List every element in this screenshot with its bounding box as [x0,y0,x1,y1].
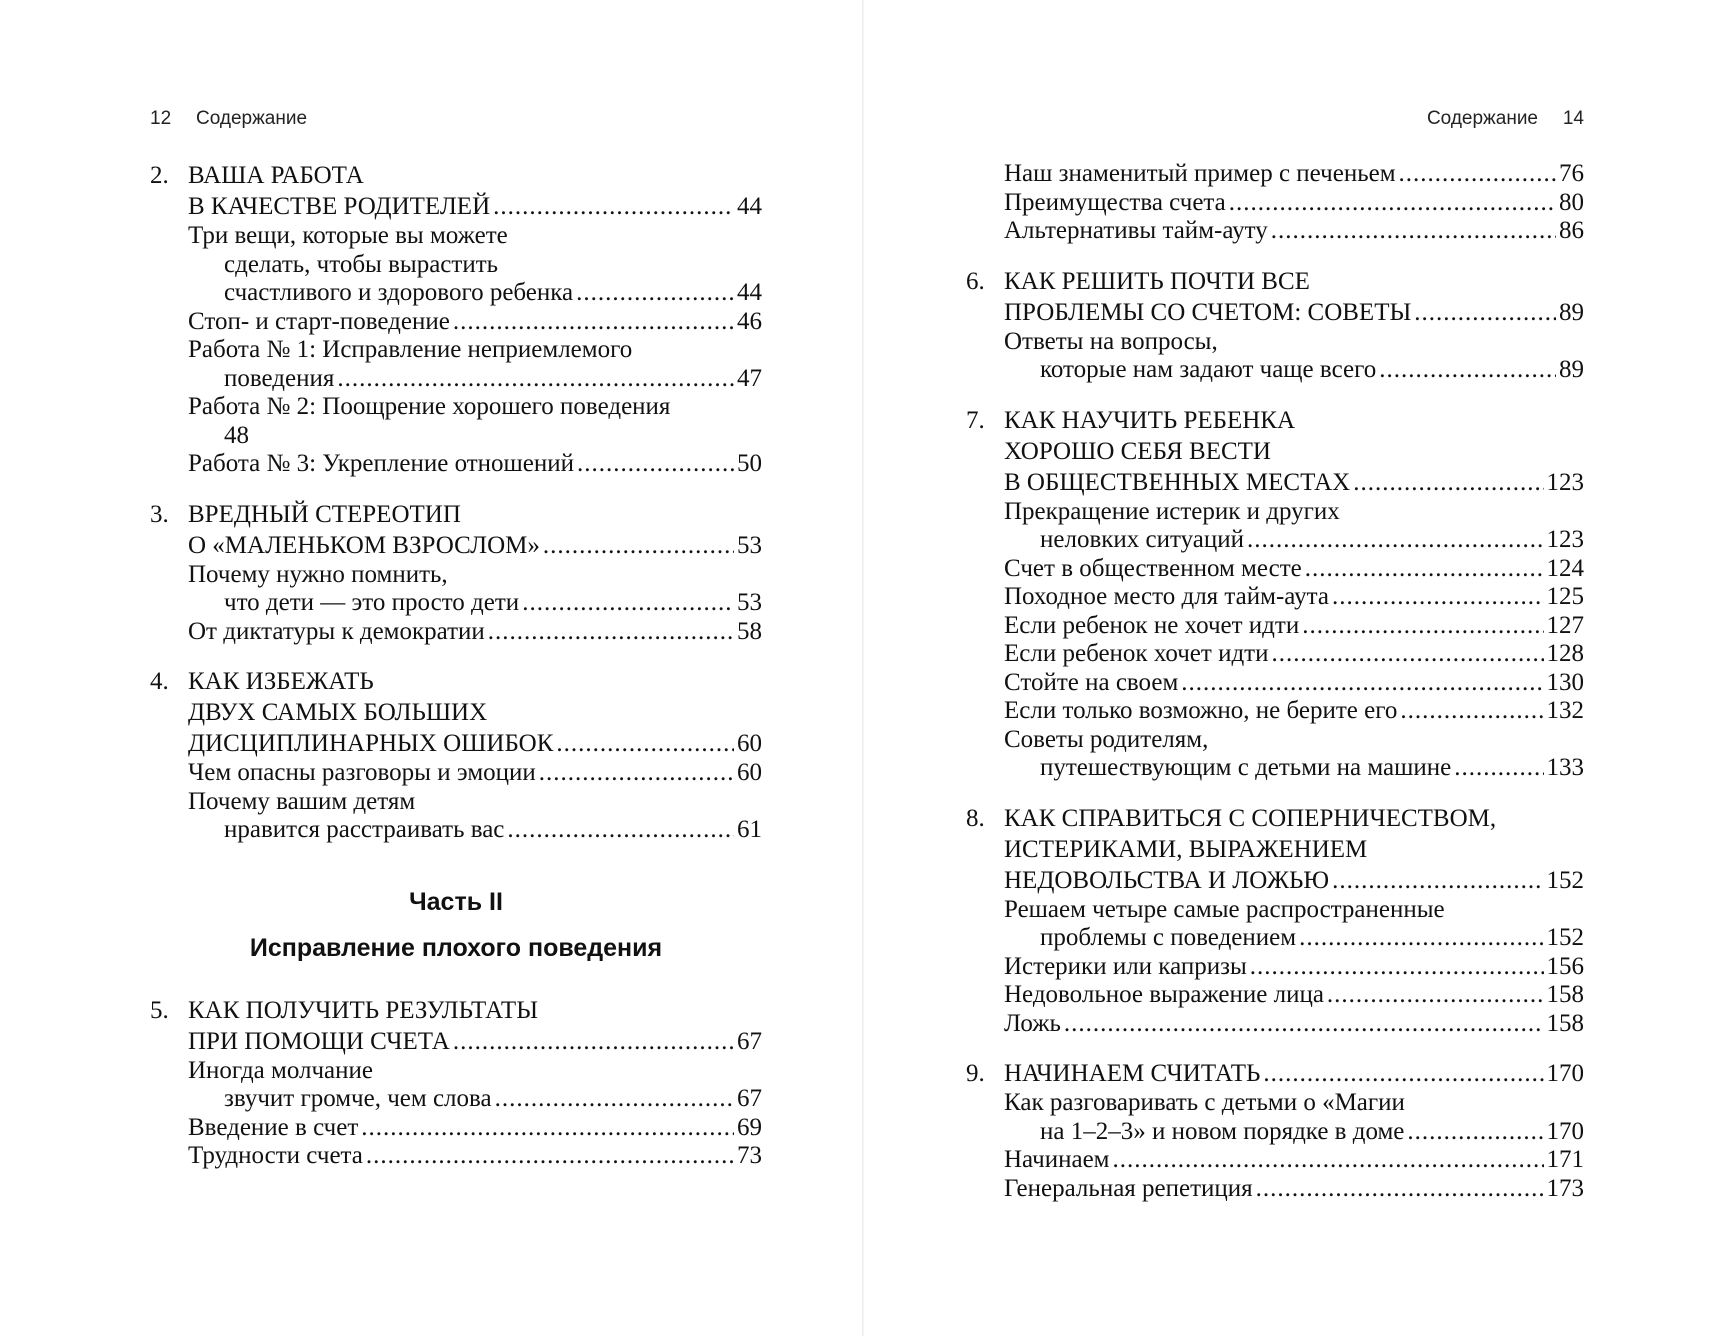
chapter-title-line [150,666,762,697]
chapter-title-line [966,803,1584,834]
page-ref: 46 [737,307,762,335]
page-ref: 124 [1546,554,1584,582]
page-ref: 76 [1559,160,1584,187]
left-page [150,0,762,1336]
dot-leader [539,759,734,788]
chapter-title-line [150,995,762,1026]
dot-leader [1256,1175,1544,1204]
dot-leader [495,1085,734,1114]
toc-entry-line [150,422,762,451]
toc-entry-line [150,759,762,788]
toc-entry-line [150,450,762,479]
dot-leader [453,1026,734,1057]
toc-entry-line [966,1010,1584,1039]
chapter-title-line [966,405,1584,436]
page-ref: 132 [1546,697,1584,724]
dot-leader [453,308,734,337]
dot-leader [1414,297,1556,328]
toc-entry-line [150,365,762,394]
toc-entry-line [966,583,1584,612]
chapter-title-line [966,467,1584,498]
entry-text: В КАЧЕСТВЕ РОДИТЕЛЕЙ [188,193,491,220]
page-ref: 67 [737,1027,762,1055]
toc-entry-line [966,924,1584,953]
page-ref: 89 [1559,356,1584,383]
page-ref: 152 [1546,924,1584,951]
entry-text: Генеральная репетиция [1004,1174,1253,1202]
entry-text: НЕДОВОЛЬСТВА И ЛОЖЬЮ [1004,866,1330,894]
dot-leader [1399,160,1556,189]
toc-entry-line [966,612,1584,641]
dot-leader [556,728,734,759]
chapter-title-line [150,728,762,759]
entry-text: Альтернативы тайм-ауту [1004,217,1268,244]
entry-text: Походное место для тайм-аута [1004,583,1329,610]
entry-text: на 1–2–3» и новом порядке в доме [1040,1117,1405,1145]
page-ref: 133 [1546,754,1584,781]
entry-text: Ответы на вопросы, [1004,327,1218,355]
entry-text: КАК ПОЛУЧИТЬ РЕЗУЛЬТАТЫ [188,996,538,1024]
chapter-number: 7. [966,406,985,434]
entry-text: поведения [224,364,335,392]
entry-text: Работа № 1: Исправление неприемлемого [188,336,633,363]
running-title: Содержание [196,108,308,129]
right-page [966,0,1584,1336]
toc-chapter [150,499,762,647]
toc-chapter [966,1058,1584,1203]
entry-text: ДИСЦИПЛИНАРНЫХ ОШИБОК [188,730,554,757]
dot-leader [1271,640,1543,669]
part-title: Исправление плохого поведения [249,933,663,962]
running-title: Содержание [1426,108,1538,129]
chapter-number: 2. [150,162,169,189]
dot-leader [1113,1146,1544,1175]
toc-entry-line [966,356,1584,385]
page-ref: 50 [737,450,762,477]
entry-text: Советы родителям, [1004,725,1209,753]
chapter-title-line [150,191,762,222]
entry-text: В ОБЩЕСТВЕННЫХ МЕСТАХ [1004,468,1351,496]
entry-text: ИСТЕРИКАМИ, ВЫРАЖЕНИЕМ [1004,835,1368,863]
chapter-number: 5. [150,996,169,1024]
dot-leader [493,191,734,222]
toc-chapters-group [150,995,762,1171]
entry-text: Стойте на своем [1004,668,1179,696]
dot-leader [1181,669,1543,698]
chapter-title-line [150,697,762,728]
toc-entry-line [150,1085,762,1114]
chapter-title-line [966,297,1584,328]
toc-entry-line [966,498,1584,527]
entry-text: путешествующим с детьми на машине [1040,754,1452,781]
entry-text: 48 [224,421,249,449]
chapter-title-line [966,436,1584,467]
entry-text: От диктатуры к демократии [188,617,485,645]
entry-text: Трудности счета [188,1142,363,1169]
chapter-title-line [150,530,762,561]
chapter-title-line [966,865,1584,896]
toc-entry-line [150,222,762,251]
gutter-shadow [862,0,864,1336]
entry-text: Преимущества счета [1004,188,1226,216]
page-ref: 80 [1559,188,1584,216]
page-ref: 173 [1546,1174,1584,1202]
page-ref: 47 [737,364,762,392]
toc-entry-line [966,1175,1584,1204]
toc-entry-line [966,1089,1584,1118]
entry-text: Если ребенок хочет идти [1004,640,1269,667]
dot-leader [337,365,734,394]
toc-entry-line [966,726,1584,755]
toc-chapter [150,160,762,479]
dot-leader [1250,953,1544,982]
chapter-title-line [150,1026,762,1057]
toc-entry-line [966,217,1584,246]
toc-entry-line [966,896,1584,925]
toc-entry-line [150,251,762,280]
page-ref: 123 [1546,526,1584,553]
entry-text: Почему вашим детям [188,787,416,815]
entry-text: ВРЕДНЫЙ СТЕРЕОТИП [188,500,461,528]
dot-leader [1229,189,1556,218]
page-ref: 44 [737,193,762,220]
toc-entry-line [150,393,762,422]
toc-entry-line [150,1142,762,1171]
entry-text: КАК ИЗБЕЖАТЬ [188,668,374,695]
entry-text: Работа № 3: Укрепление отношений [188,450,575,477]
page-ref: 86 [1559,217,1584,244]
running-header [150,108,762,138]
entry-text: проблемы с поведением [1040,924,1297,951]
chapter-number: 9. [966,1060,985,1087]
entry-text: Наш знаменитый пример с печеньем [1004,160,1396,187]
entry-text: что дети — это просто дети [224,589,520,616]
dot-leader [522,589,734,618]
entry-text: Ложь [1004,1009,1061,1037]
dot-leader [366,1142,734,1171]
dot-leader [1302,612,1543,641]
page-ref: 44 [737,279,762,306]
page-ref: 158 [1546,981,1584,1008]
part-label: Часть II [409,887,503,916]
dot-leader [1299,924,1543,953]
toc-chapter [966,266,1584,385]
entry-text: КАК РЕШИТЬ ПОЧТИ ВСЕ [1004,267,1310,295]
entry-text: Если ребенок не хочет идти [1004,611,1300,639]
page-ref: 170 [1546,1060,1584,1087]
dot-leader [1379,356,1556,385]
entry-text: ДВУХ САМЫХ БОЛЬШИХ [188,699,488,726]
dot-leader [1305,555,1544,584]
toc-chapters-group [966,266,1584,1204]
dot-leader [1454,754,1543,783]
entry-text: Три вещи, которые вы можете [188,222,508,249]
chapter-title-line [150,499,762,530]
entry-text: неловких ситуаций [1040,526,1245,553]
part-heading [150,879,762,971]
dot-leader [1064,1010,1544,1039]
entry-text: нравится расстраивать вас [224,816,505,843]
toc-chapter [150,666,762,845]
dot-leader [543,530,734,561]
dot-leader [361,1114,734,1143]
toc-entry-line [966,640,1584,669]
chapter-number: 4. [150,668,169,695]
dot-leader [1247,526,1543,555]
entry-text: ПРИ ПОМОЩИ СЧЕТА [188,1027,450,1055]
dot-leader [488,618,734,647]
toc-entry-line [150,589,762,618]
entry-text: ХОРОШО СЕБЯ ВЕСТИ [1004,437,1271,465]
page-ref: 89 [1559,298,1584,326]
page-ref: 152 [1546,866,1584,894]
entry-text: счастливого и здорового ребенка [224,279,574,306]
page-ref: 53 [737,531,762,559]
toc-entry-line [966,555,1584,584]
entry-text: Чем опасны разговоры и эмоции [188,759,536,786]
entry-text: Введение в счет [188,1113,359,1141]
toc-entry-line [966,160,1584,189]
page-ref: 127 [1546,611,1584,639]
toc-entry-line [150,1057,762,1086]
toc-entry-line [966,981,1584,1010]
entry-text: Как разговаривать с детьми о «Магии [1004,1089,1405,1116]
chapter-number: 3. [150,500,169,528]
entry-text: Счет в общественном месте [1004,554,1302,582]
toc-entry-line [150,561,762,590]
toc-chapter [150,995,762,1171]
entry-text: Недовольное выражение лица [1004,981,1324,1008]
toc-entry-line [966,953,1584,982]
toc-entry-line [966,697,1584,726]
page-ref: 73 [737,1142,762,1169]
toc-entry-line [966,754,1584,783]
entry-text: О «МАЛЕНЬКОМ ВЗРОСЛОМ» [188,531,540,559]
page-ref: 170 [1546,1117,1584,1145]
dot-leader [1271,217,1556,246]
entry-text: звучит громче, чем слова [224,1085,492,1112]
toc-entry-line [966,1118,1584,1147]
dot-leader [1332,583,1544,612]
page-ref: 61 [737,816,762,843]
entry-text: Решаем четыре самые распространенные [1004,895,1445,923]
page-ref: 58 [737,617,762,645]
entry-text: сделать, чтобы вырастить [224,250,499,278]
entry-text: Почему нужно помнить, [188,560,448,588]
dot-leader [1353,467,1543,498]
toc-entry-line [150,788,762,817]
chapter-title-line [966,1058,1584,1089]
toc-entry-line [150,618,762,647]
page-number: 14 [1562,108,1584,129]
toc-chapter [966,803,1584,1039]
entry-text: ВАША РАБОТА [188,162,364,189]
chapter-number: 8. [966,804,985,832]
dot-leader [1400,697,1543,726]
toc-entry-line [150,1114,762,1143]
dot-leader [1407,1118,1543,1147]
page-ref: 158 [1546,1009,1584,1037]
page-number: 12 [150,108,172,129]
dot-leader [1327,981,1544,1010]
page-ref: 125 [1546,583,1584,610]
dot-leader [576,279,734,308]
toc-chapters-group [150,160,762,845]
entry-text: Истерики или капризы [1004,952,1247,980]
dot-leader [577,450,734,479]
toc-chapter [966,405,1584,783]
page-ref: 69 [737,1113,762,1141]
entry-text: Иногда молчание [188,1056,373,1084]
chapter-title-line [966,266,1584,297]
entry-text: Стоп- и старт-поведение [188,307,450,335]
page-ref: 67 [737,1085,762,1112]
page-ref: 128 [1546,640,1584,667]
page-ref: 171 [1546,1146,1584,1173]
entry-text: ПРОБЛЕМЫ СО СЧЕТОМ: СОВЕТЫ [1004,298,1412,326]
toc-entry-line [150,308,762,337]
page-ref: 60 [737,730,762,757]
toc-continued-entries [966,160,1584,246]
page-ref: 130 [1546,668,1584,696]
entry-text: которые нам задают чаще всего [1040,356,1377,383]
entry-text: НАЧИНАЕМ СЧИТАТЬ [1004,1060,1261,1087]
dot-leader [1332,865,1543,896]
running-header [966,108,1584,138]
page-ref: 123 [1546,468,1584,496]
entry-text: Если только возможно, не берите его [1004,697,1398,724]
page-ref: 156 [1546,952,1584,980]
page-ref: 60 [737,759,762,786]
entry-text: Прекращение истерик и других [1004,497,1340,525]
page-ref: 53 [737,589,762,616]
chapter-title-line [150,160,762,191]
toc-entry-line [150,279,762,308]
entry-text: Начинаем [1004,1146,1110,1173]
toc-entry-line [966,1146,1584,1175]
toc-entry-line [150,336,762,365]
toc-entry-line [966,526,1584,555]
toc-list [150,160,762,1191]
toc-entry-line [150,816,762,845]
chapter-title-line [966,834,1584,865]
toc-list [966,160,1584,1223]
dot-leader [1263,1058,1543,1089]
toc-entry-line [966,189,1584,218]
chapter-number: 6. [966,267,985,295]
entry-text: КАК СПРАВИТЬСЯ С СОПЕРНИЧЕСТВОМ, [1004,804,1497,832]
entry-text: КАК НАУЧИТЬ РЕБЕНКА [1004,406,1296,434]
toc-entry-line [966,669,1584,698]
toc-entry-line [966,328,1584,357]
entry-text: Работа № 2: Поощрение хорошего поведения [188,393,671,420]
dot-leader [507,816,734,845]
